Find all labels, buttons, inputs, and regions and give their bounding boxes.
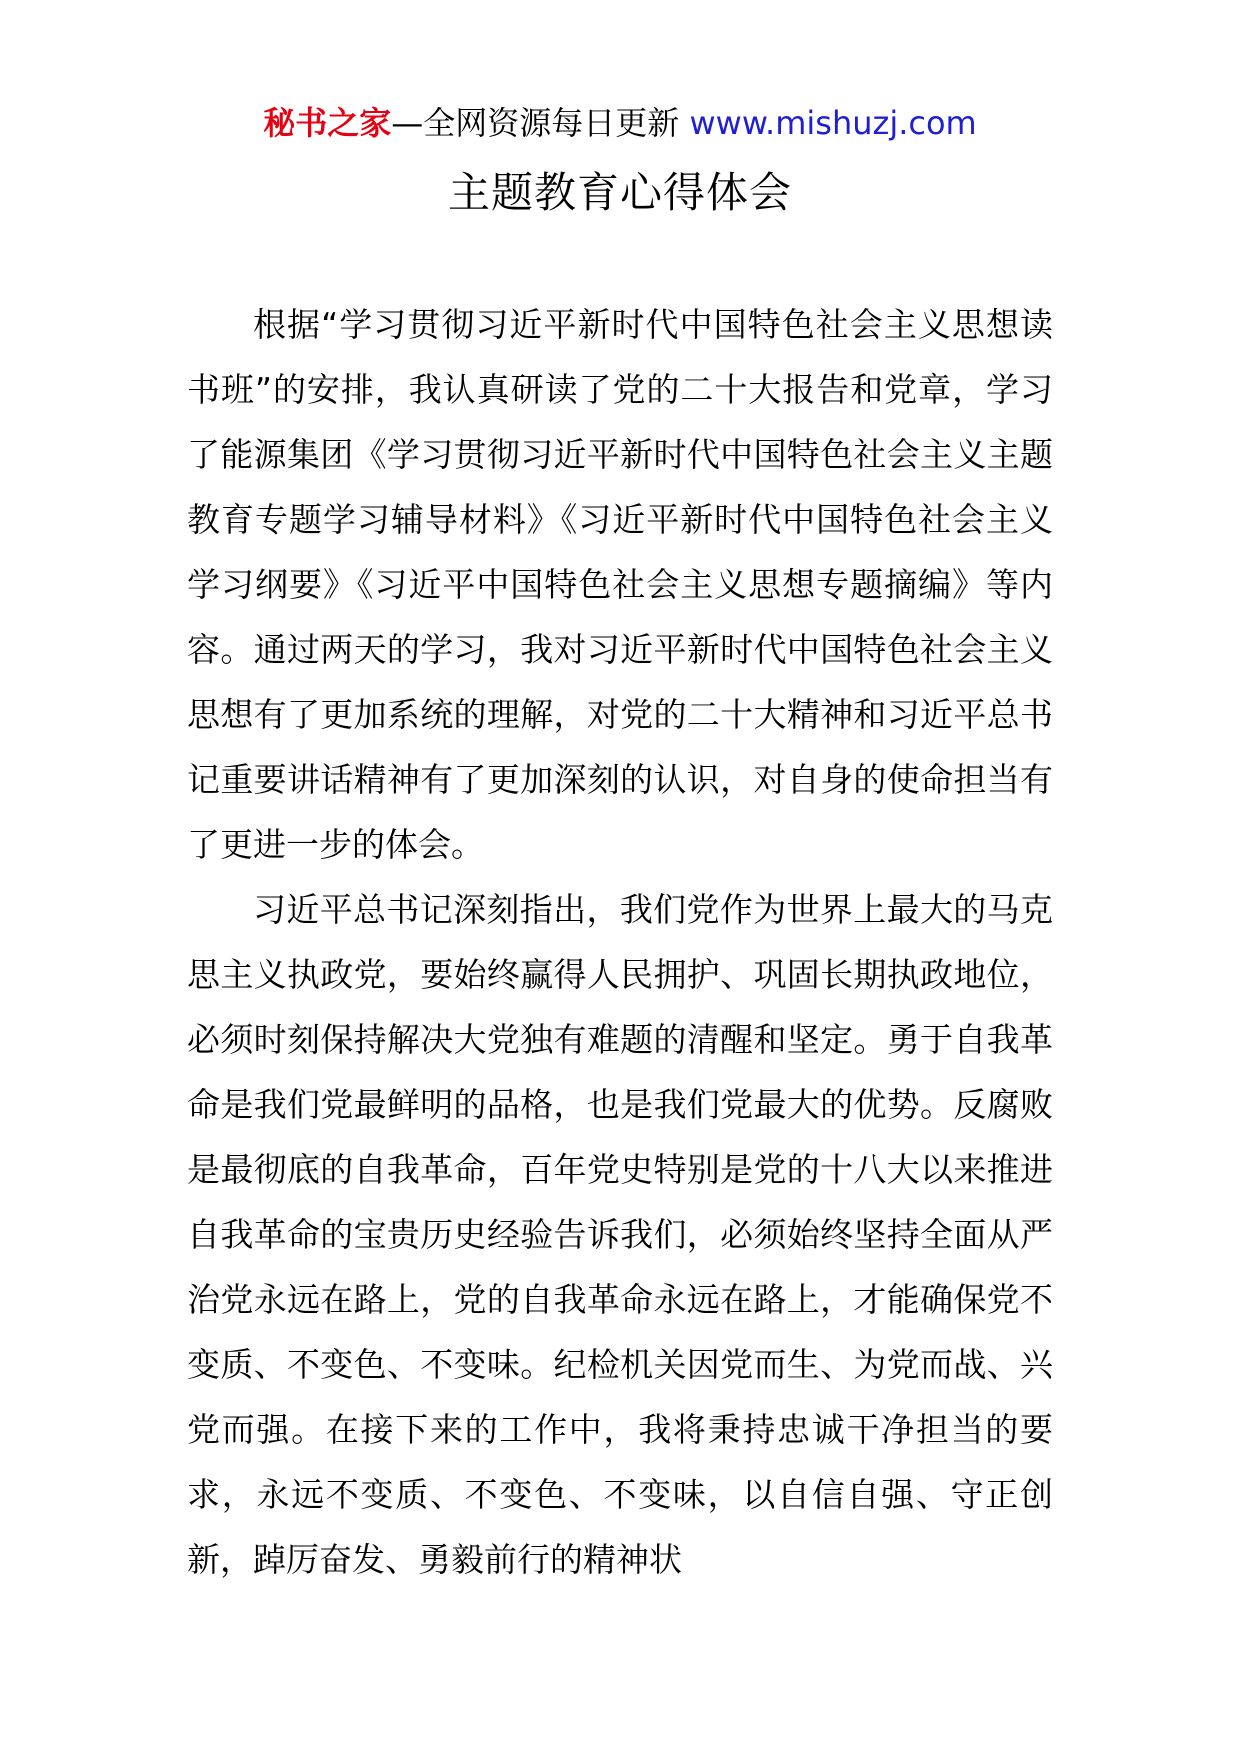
document-title: 主题教育心得体会 [447,168,792,217]
document-body [187,292,1053,1592]
site-tagline: —全网资源每日更新 [391,104,680,142]
site-brand: 秘书之家 [263,104,392,142]
paragraph: 根据“学习贯彻习近平新时代中国特色社会主义思想读书班”的安排，我认真研读了党的二十大报告和党章，学习了能源集团《学习贯彻习近平新时代中国特色社会主义主题教育专题学习辅导材料》《习近平新时代中国特色社会主义学习纲要》《习近平中国特色社会主义思想专题摘编》等内容。通过两天的学习，我对习近平新时代中国特色社会主义思想有了更加系统的理解，对党的二十大精神和习近平总书记重要讲话精神有了更加深刻的认识，对自身的使命担当有了更进一步的体会。 [187,305,1053,864]
site-header [0,101,1240,145]
site-url-link[interactable]: www.mishuzj.com [689,104,977,142]
paragraph: 习近平总书记深刻指出，我们党作为世界上最大的马克思主义执政党，要始终赢得人民拥护、巩固长期执政地位，必须时刻保持解决大党独有难题的清醒和坚定。勇于自我革命是我们党最鲜明的品格，也是我们党最大的优势。反腐败是最彻底的自我革命，百年党史特别是党的十八大以来推进自我革命的宝贵历史经验告诉我们，必须始终坚持全面从严治党永远在路上，党的自我革命永远在路上，才能确保党不变质、不变色、不变味。纪检机关因党而生、为党而战、兴党而强。在接下来的工作中，我将秉持忠诚干净担当的要求，永远不变质、不变色、不变味，以自信自强、守正创新，踔厉奋发、勇毅前行的精神状 [187,890,1053,1579]
